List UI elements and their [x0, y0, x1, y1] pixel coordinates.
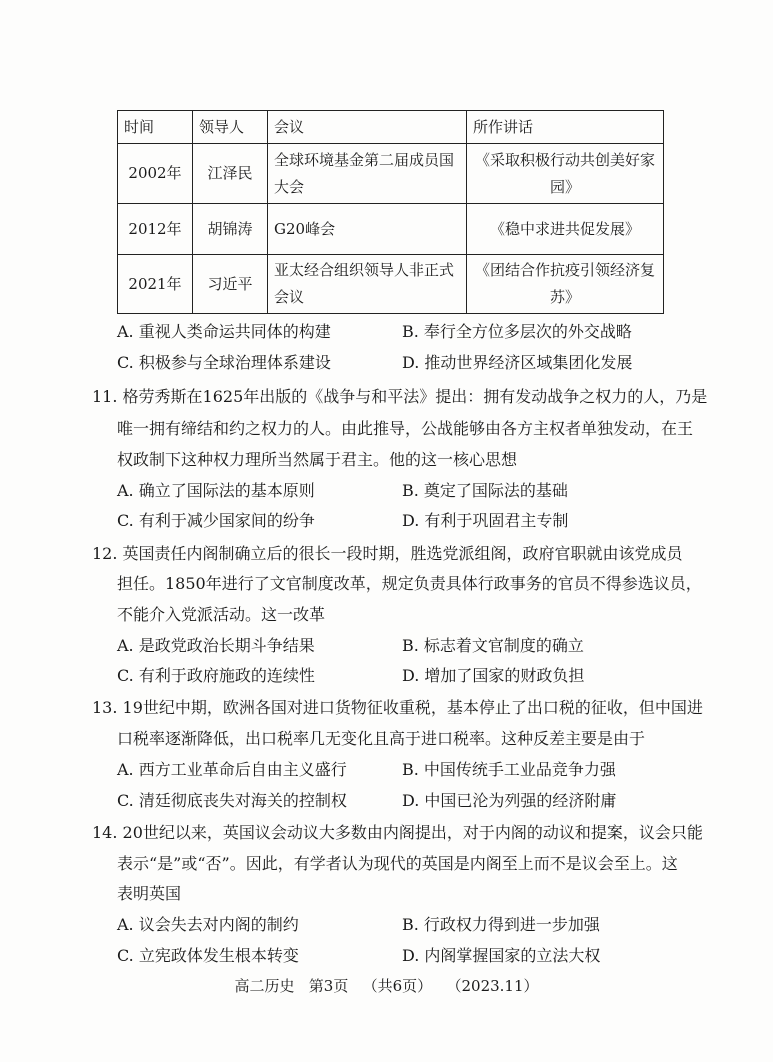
q14-stem-line: 表明英国 — [117, 884, 182, 903]
table-row — [118, 204, 664, 255]
q13-option-b[interactable]: B. 中国传统手工业品竞争力强 — [402, 760, 616, 779]
page-footer: 高二历史 第3页 （共6页） （2023.11） — [234, 977, 539, 995]
q12-stem-line: 不能介入党派活动。这一改革 — [117, 605, 326, 624]
q14-option-c[interactable]: C. 立宪政体发生根本转变 — [117, 946, 299, 965]
q14-option-b[interactable]: B. 行政权力得到进一步加强 — [402, 915, 600, 934]
q13-stem-line: 口税率逐渐降低，出口税率几无变化且高于进口税率。这种反差主要是由于 — [117, 729, 646, 748]
table-row — [118, 255, 664, 314]
q12-stem-line: 12. 英国责任内阁制确立后的很长一段时期，胜选党派组阁，政府官职就由该党成员 — [92, 544, 683, 563]
q14-stem-line: 14. 20世纪以来，英国议会动议大多数由内阁提出，对于内阁的动议和提案，议会只能 — [92, 823, 703, 842]
table-header-row — [118, 111, 664, 144]
q11-option-c[interactable]: C. 有利于减少国家间的纷争 — [117, 511, 315, 530]
leaders-speech-table — [117, 110, 664, 314]
table-row — [118, 144, 664, 204]
q10-option-b[interactable]: B. 奉行全方位多层次的外交战略 — [402, 322, 632, 341]
q12-option-c[interactable]: C. 有利于政府施政的连续性 — [117, 666, 315, 685]
q11-stem-line: 权政制下这种权力理所当然属于君主。他的这一核心思想 — [117, 450, 518, 469]
q11-stem-line: 11. 格劳秀斯在1625年出版的《战争与和平法》提出：拥有发动战争之权力的人，乃是 — [92, 387, 708, 406]
table-cell-speech: 《采取积极行动共创美好家园》 — [467, 144, 664, 204]
q10-option-a[interactable]: A. 重视人类命运共同体的构建 — [117, 322, 331, 341]
table-cell-leader: 胡锦涛 — [193, 204, 268, 255]
table-cell-year: 2012年 — [118, 204, 193, 255]
table-cell-year: 2021年 — [118, 255, 193, 314]
table-cell-speech: 《团结合作抗疫引领经济复苏》 — [467, 255, 664, 314]
q13-option-a[interactable]: A. 西方工业革命后自由主义盛行 — [117, 760, 347, 779]
q14-option-d[interactable]: D. 内阁掌握国家的立法大权 — [402, 946, 601, 965]
table-header: 领导人 — [193, 111, 268, 144]
table-header: 所作讲话 — [467, 111, 664, 144]
q11-option-b[interactable]: B. 奠定了国际法的基础 — [402, 481, 568, 500]
table-cell-meeting: 全球环境基金第二届成员国大会 — [268, 144, 467, 204]
q12-stem-line: 担任。1850年进行了文官制度改革，规定负责具体行政事务的官员不得参选议员， — [117, 574, 702, 593]
q12-option-d[interactable]: D. 增加了国家的财政负担 — [402, 666, 585, 685]
q13-option-c[interactable]: C. 清廷彻底丧失对海关的控制权 — [117, 791, 347, 810]
q10-option-d[interactable]: D. 推动世界经济区域集团化发展 — [402, 353, 633, 372]
table-cell-leader: 习近平 — [193, 255, 268, 314]
table-cell-meeting: G20峰会 — [268, 204, 467, 255]
table-cell-meeting: 亚太经合组织领导人非正式会议 — [268, 255, 467, 314]
q13-stem-line: 13. 19世纪中期，欧洲各国对进口货物征收重税，基本停止了出口税的征收，但中国进 — [92, 698, 703, 717]
q12-option-a[interactable]: A. 是政党政治长期斗争结果 — [117, 636, 315, 655]
q11-option-a[interactable]: A. 确立了国际法的基本原则 — [117, 481, 315, 500]
q11-option-d[interactable]: D. 有利于巩固君主专制 — [402, 511, 569, 530]
table-cell-leader: 江泽民 — [193, 144, 268, 204]
table-header: 时间 — [118, 111, 193, 144]
q13-option-d[interactable]: D. 中国已沦为列强的经济附庸 — [402, 791, 617, 810]
q14-stem-line: 表示“是”或“否”。因此，有学者认为现代的英国是内阁至上而不是议会至上。这 — [117, 854, 678, 873]
table-header: 会议 — [268, 111, 467, 144]
q10-option-c[interactable]: C. 积极参与全球治理体系建设 — [117, 353, 331, 372]
q11-stem-line: 唯一拥有缔结和约之权力的人。由此推导，公战能够由各方主权者单独发动，在王 — [117, 419, 694, 438]
q14-option-a[interactable]: A. 议会失去对内阁的制约 — [117, 915, 299, 934]
table-cell-year: 2002年 — [118, 144, 193, 204]
q12-option-b[interactable]: B. 标志着文官制度的确立 — [402, 636, 584, 655]
table-cell-speech: 《稳中求进共促发展》 — [467, 204, 664, 255]
